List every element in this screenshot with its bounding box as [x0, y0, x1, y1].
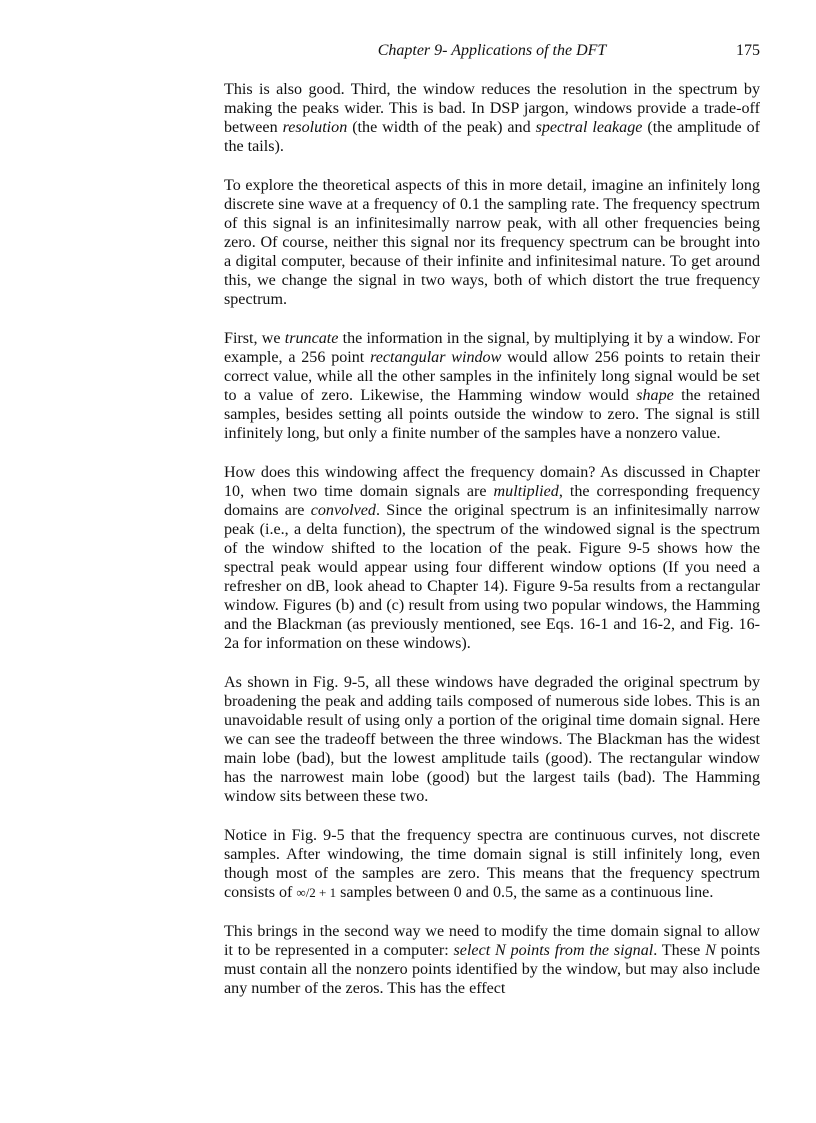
running-header — [224, 42, 760, 64]
term-multiplied: multiplied — [493, 483, 559, 500]
chapter-title: Chapter 9- Applications of the DFT — [377, 42, 607, 59]
paragraph-7: This brings in the second way we need to modify the time domain signal to allow it to be represented in a computer: select N points from the signal. These N points must contain all the nonzero points identified by the window, but may also include any number of the zeros. This has the effect — [224, 923, 760, 997]
paragraph-2: To explore the theoretical aspects of this in more detail, imagine an infinitely long discrete sine wave at a frequency of 0.1 the sampling rate. The frequency spectrum of this signal is an infinitesimally narrow peak, with all other frequencies being zero. Of course, neither this signal nor its frequency spectrum can be brought into a digital computer, because of their infinite and infinitesimal nature. To get around this, we change the signal in two ways, both of which distort the true frequency spectrum. — [224, 177, 760, 308]
term-shape: shape — [636, 387, 674, 404]
paragraph-5: As shown in Fig. 9-5, all these windows have degraded the original spectrum by broadening the peak and adding tails composed of numerous side lobes. This is an unavoidable result of using only a portion of the original time domain signal. Here we can see the tradeoff between the three windows. The Blackman has the widest main lobe (bad), but the lowest amplitude tails (good). The rectangular window has the narrowest main lobe (good) but the largest tails (bad). The Hamming window sits between these two. — [224, 674, 760, 805]
paragraph-1: This is also good. Third, the window reduces the resolution in the spectrum by making the peaks wider. This is bad. In DSP jargon, windows provide a trade-off between resolution (the width of the peak) and spectral leakage (the amplitude of the tails). — [224, 81, 761, 155]
paragraph-6: Notice in Fig. 9-5 that the frequency spectra are continuous curves, not discrete samples. After windowing, the time domain signal is still infinitely long, even though most of the samples are zero. This means that the frequency spectrum consists of ∞/2 + 1 samples between 0 and 0.5, the same as a continuous line. — [224, 827, 760, 901]
paragraph-3: First, we truncate the information in the signal, by multiplying it by a window. For example, a 256 point rectangular window would allow 256 points to retain their correct value, while all the other samples in the infinitely long signal would be set to a value of zero. Likewise, the Hamming window would shape the retained samples, besides setting all points outside the window to zero. The signal is still infinitely long, but only a finite number of the samples have a nonzero value. — [224, 330, 760, 442]
body-text — [224, 80, 760, 1018]
term-select-n-points: select N points from the signal — [453, 942, 654, 959]
term-n: N — [705, 942, 716, 959]
page-number: 175 — [736, 42, 760, 59]
paragraph-4: How does this windowing affect the frequency domain? As discussed in Chapter 10, when two time domain signals are multiplied, the corresponding frequency domains are convolved. Since the original spectrum is an infinitesimally narrow peak (i.e., a delta function), the spectrum of the windowed signal is the spectrum of the window shifted to the location of the peak. Figure 9-5 shows how the spectral peak would appear using four different window options (If you need a refresher on dB, look ahead to Chapter 14). Figure 9-5a results from a rectangular window. Figures (b) and (c) result from using two popular windows, the Hamming and the Blackman (as previously mentioned, see Eqs. 16-1 and 16-2, and Fig. 16-2a for information on these windows). — [224, 464, 761, 652]
term-convolved: convolved — [310, 502, 376, 519]
math-expression: ∞/2 + 1 — [296, 885, 337, 900]
term-spectral-leakage: spectral leakage — [535, 119, 643, 136]
term-rectangular-window: rectangular window — [370, 349, 502, 366]
term-resolution: resolution — [282, 119, 348, 136]
term-truncate: truncate — [284, 330, 339, 347]
